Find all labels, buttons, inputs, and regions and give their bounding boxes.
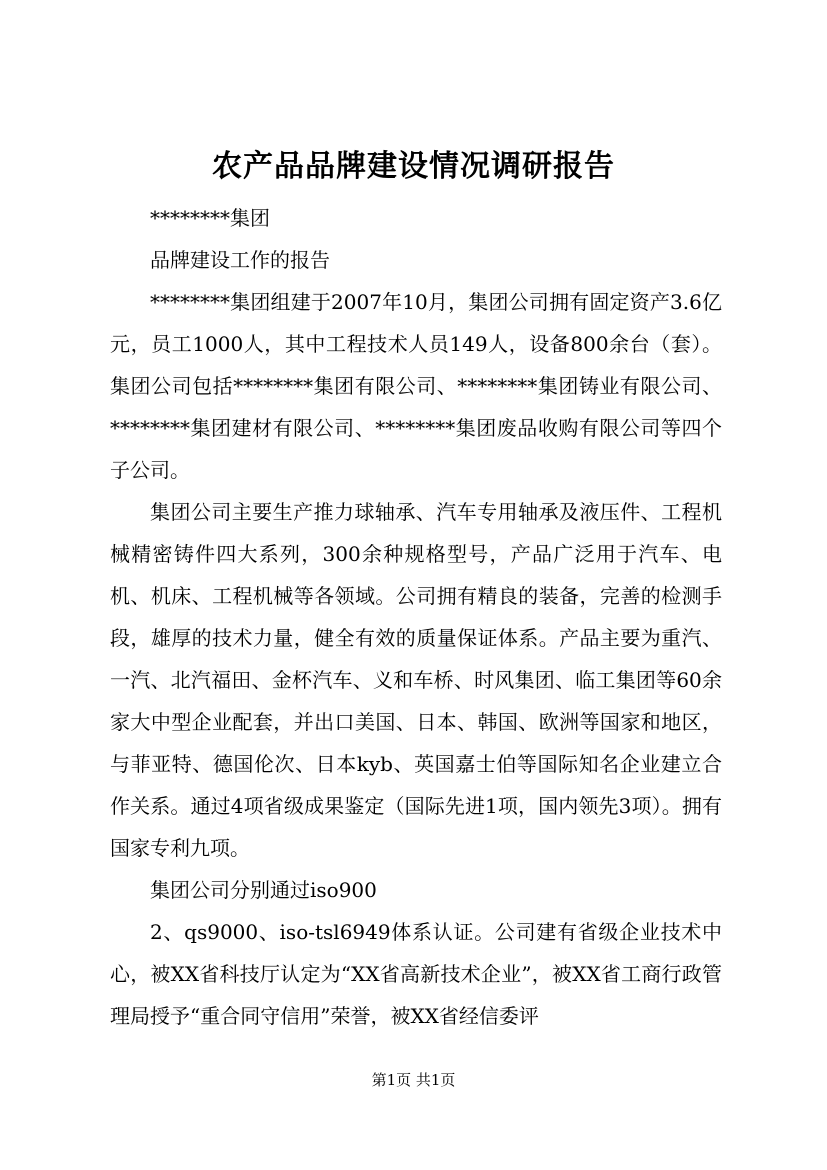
paragraph-company-name: ********集团 (150, 206, 270, 230)
paragraph-certification-continued: 2、qs9000、iso-tsl6949体系认证。公司建有省级企业技术中心，被XX省科技厅认定为“XX省高新技术企业”，被XX省工商行政管理局授予“重合同守信用”荣誉，被XX省经信委评 (110, 920, 722, 1028)
paragraph-certification-start: 集团公司分别通过iso900 (150, 878, 377, 902)
page-footer: 第1页 共1页 (371, 1071, 456, 1089)
paragraph-report-subtitle: 品牌建设工作的报告 (150, 248, 330, 272)
paragraph-company-overview: ********集团组建于2007年10月，集团公司拥有固定资产3.6亿元，员工1000人，其中工程技术人员149人，设备800余台（套）。集团公司包括********集团有限公司、********集团铸业有限公司、********集团建材有限公司、********集团废品收购有限公司等四个子公司。 (110, 290, 722, 482)
paragraph-products: 集团公司主要生产推力球轴承、汽车专用轴承及液压件、工程机械精密铸件四大系列，300余种规格型号，产品广泛用于汽车、电机、机床、工程机械等各领域。公司拥有精良的装备，完善的检测手段，雄厚的技术力量，健全有效的质量保证体系。产品主要为重汽、一汽、北汽福田、金杯汽车、义和车桥、时风集团、临工集团等60余家大中型企业配套，并出口美国、日本、韩国、欧洲等国家和地区，与菲亚特、德国伦次、日本kyb、英国嘉士伯等国际知名企业建立合作关系。通过4项省级成果鉴定（国际先进1项，国内领先3项）。拥有国家专利九项。 (110, 500, 722, 860)
document-body (110, 197, 722, 1037)
document-title: 农产品品牌建设情况调研报告 (212, 149, 615, 184)
